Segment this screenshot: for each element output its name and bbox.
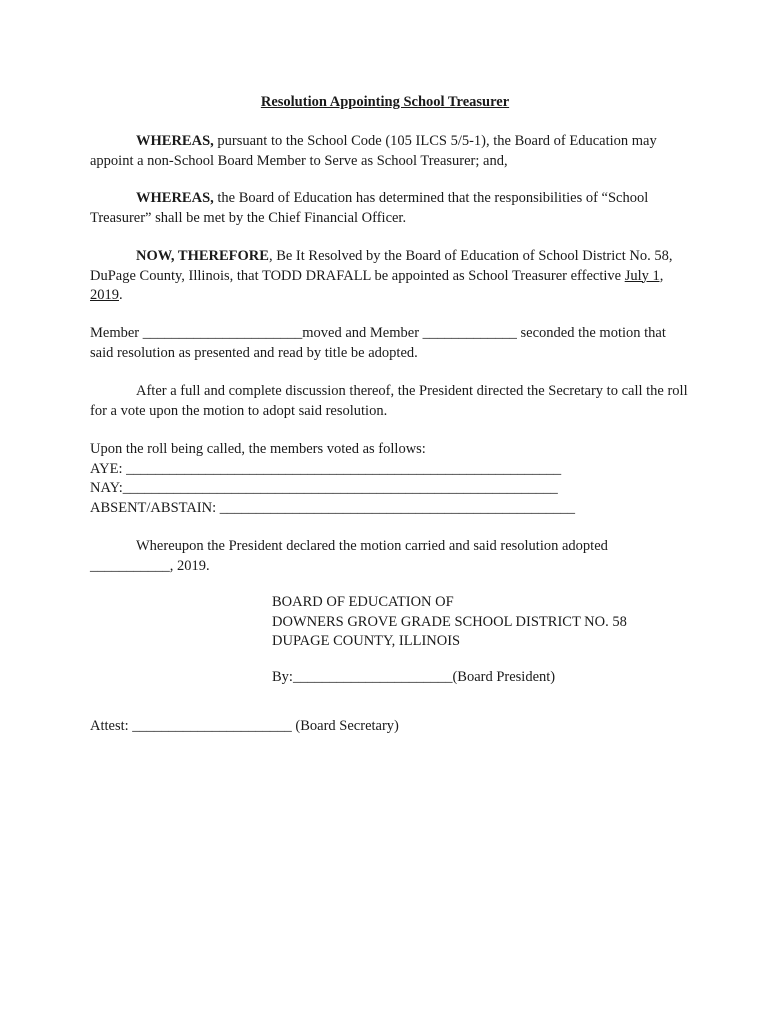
discussion-paragraph: After a full and complete discussion thereof, the President directed the Secretary to call the roll for a vote upon the motion to adopt said resolution. bbox=[90, 383, 688, 419]
whereas-lead-2: WHEREAS, bbox=[136, 190, 214, 206]
resolved-paragraph bbox=[90, 247, 690, 306]
resolved-text: , Be It Resolved by the Board of Education of School District No. 58, DuPage County, Illinois, that TODD DRAFALL be appointed as School Treasurer effective bbox=[90, 248, 673, 284]
board-line-2: DOWNERS GROVE GRADE SCHOOL DISTRICT NO. 58 bbox=[272, 613, 627, 630]
nay-line: NAY:____________________________________________________________ bbox=[90, 480, 558, 496]
absent-abstain-line: ABSENT/ABSTAIN: _________________________________________________ bbox=[90, 499, 575, 516]
resolved-end: . bbox=[119, 287, 123, 303]
resolved-lead: NOW, THEREFORE bbox=[136, 248, 269, 264]
whereas-text-1: pursuant to the School Code (105 ILCS 5/5-1), the Board of Education may appoint a non-School Board Member to Serve as School Treasurer; and, bbox=[90, 133, 657, 169]
board-line-1: BOARD OF EDUCATION OF bbox=[272, 594, 454, 610]
whereas-paragraph-2 bbox=[90, 189, 690, 228]
motion-paragraph: Member ______________________moved and Member _____________ seconded the motion that said resolution as presented and read by title be adopted. bbox=[90, 325, 666, 361]
vote-section bbox=[90, 440, 690, 518]
whereas-lead-1: WHEREAS, bbox=[136, 133, 214, 149]
whereas-text-2: the Board of Education has determined that the responsibilities of “School Treasurer” shall be met by the Chief Financial Officer. bbox=[90, 190, 649, 226]
vote-intro: Upon the roll being called, the members voted as follows: bbox=[90, 441, 426, 457]
attest-signature-line: Attest: ______________________ (Board Secretary) bbox=[90, 718, 399, 734]
aye-line: AYE: ____________________________________________________________ bbox=[90, 460, 562, 477]
board-president-signature-line: By:______________________(Board President) bbox=[272, 668, 556, 685]
board-line-3: DUPAGE COUNTY, ILLINOIS bbox=[272, 633, 461, 649]
board-signature-block bbox=[272, 593, 692, 687]
whereas-paragraph-1 bbox=[90, 132, 690, 171]
document-title: Resolution Appointing School Treasurer bbox=[260, 94, 510, 110]
whereupon-paragraph: Whereupon the President declared the motion carried and said resolution adopted ___________, 2019. bbox=[90, 538, 608, 574]
effective-date: July 1, 2019 bbox=[90, 267, 664, 303]
